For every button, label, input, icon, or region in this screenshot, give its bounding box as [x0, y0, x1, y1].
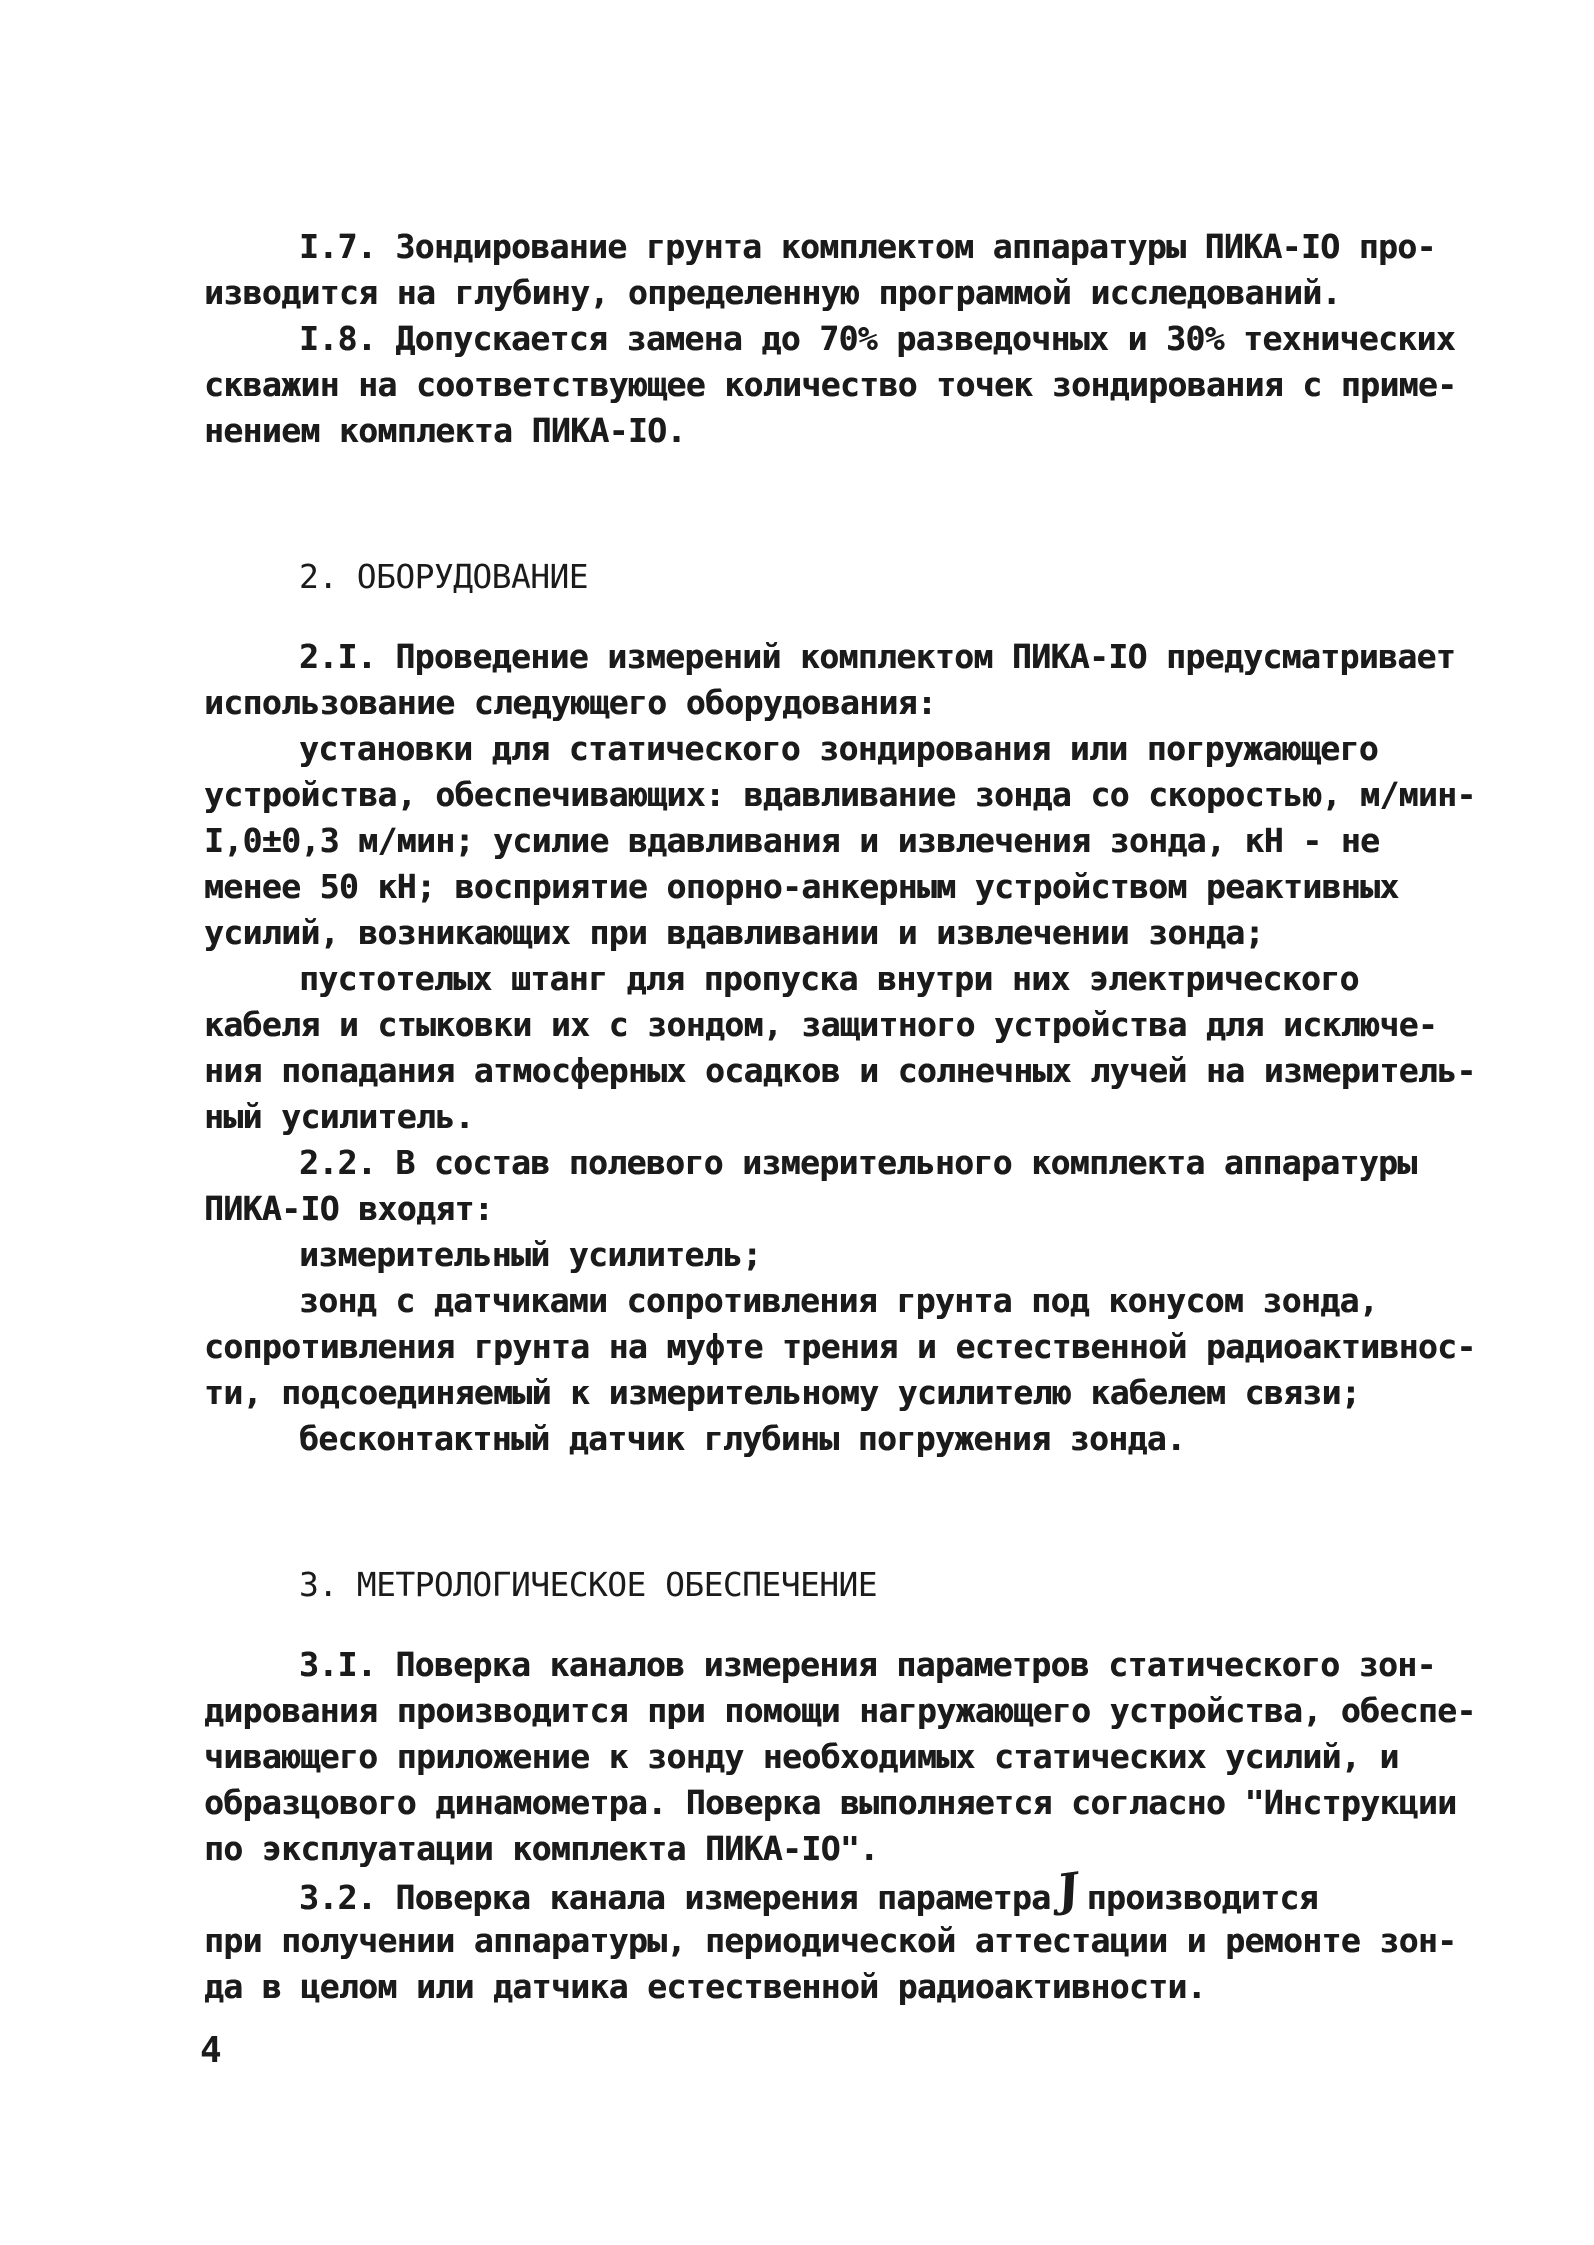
- text-line: образцового динамометра. Поверка выполняется согласно "Инструкции: [204, 1783, 1457, 1822]
- text-line: сопротивления грунта на муфте трения и естественной радиоактивнос-: [204, 1327, 1476, 1366]
- text-line: установки для статического зондирования или погружающего: [299, 729, 1378, 768]
- text-line: изводится на глубину, определенную программой исследований.: [204, 273, 1341, 312]
- text-line: ния попадания атмосферных осадков и солнечных лучей на измеритель-: [204, 1051, 1476, 1090]
- text-line: по эксплуатации комплекта ПИКА-IO".: [204, 1829, 879, 1868]
- text-line: зонд с датчиками сопротивления грунта под конусом зонда,: [299, 1281, 1378, 1320]
- text-line: бесконтактный датчик глубины погружения зонда.: [299, 1419, 1186, 1458]
- text-line: скважин на соответствующее количество точек зондирования с приме-: [204, 365, 1457, 404]
- text-line: пустотелых штанг для пропуска внутри них электрического: [299, 959, 1359, 998]
- text-line: чивающего приложение к зонду необходимых статических усилий, и: [204, 1737, 1399, 1776]
- text-line: I,0±0,3 м/мин; усилие вдавливания и извлечения зонда, кН - не: [204, 821, 1380, 860]
- text-line: I.8. Допускается замена до 70% разведочных и 30% технических: [299, 319, 1456, 358]
- text-line: нением комплекта ПИКА-IO.: [204, 411, 686, 450]
- text-segment: производится: [1086, 1878, 1318, 1917]
- text-line: [204, 1863, 1444, 1918]
- text-line: да в целом или датчика естественной радиоактивности.: [204, 1967, 1206, 2006]
- text-line: 3.I. Поверка каналов измерения параметров статического зон-: [299, 1645, 1436, 1684]
- text-line: кабеля и стыковки их с зондом, защитного устройства для исключе-: [204, 1005, 1438, 1044]
- text-line: дирования производится при помощи нагружающего устройства, обеспе-: [204, 1691, 1476, 1730]
- page-number: 4: [200, 2030, 222, 2071]
- text-line: усилий, возникающих при вдавливании и извлечении зонда;: [204, 913, 1264, 952]
- text-line: при получении аппаратуры, периодической аттестации и ремонте зон-: [204, 1921, 1457, 1960]
- text-line: ти, подсоединяемый к измерительному усилителю кабелем связи;: [204, 1373, 1361, 1412]
- text-segment: 3.2. Поверка канала измерения параметра: [299, 1878, 1051, 1917]
- text-line: менее 50 кН; восприятие опорно-анкерным устройством реактивных: [204, 867, 1399, 906]
- text-line: I.7. Зондирование грунта комплектом аппаратуры ПИКА-IO про-: [299, 227, 1436, 266]
- text-line: использование следующего оборудования:: [204, 683, 937, 722]
- text-line: 2.I. Проведение измерений комплектом ПИКА-IO предусматривает: [299, 637, 1456, 676]
- page-content: [204, 224, 1476, 2010]
- text-line: 2.2. В состав полевого измерительного комплекта аппаратуры: [299, 1143, 1417, 1182]
- text-line: устройства, обеспечивающих: вдавливание зонда со скоростью, м/мин-: [204, 775, 1476, 814]
- text-line: ный усилитель.: [204, 1097, 474, 1136]
- section-title-metrology: 3. МЕТРОЛОГИЧЕСКОЕ ОБЕСПЕЧЕНИЕ: [299, 1565, 878, 1604]
- handwritten-parameter-symbol: J: [1054, 1863, 1082, 1918]
- text-line: измерительный усилитель;: [299, 1235, 762, 1274]
- section-title-equipment: 2. ОБОРУДОВАНИЕ: [299, 557, 589, 596]
- text-line: ПИКА-IO входят:: [204, 1189, 494, 1228]
